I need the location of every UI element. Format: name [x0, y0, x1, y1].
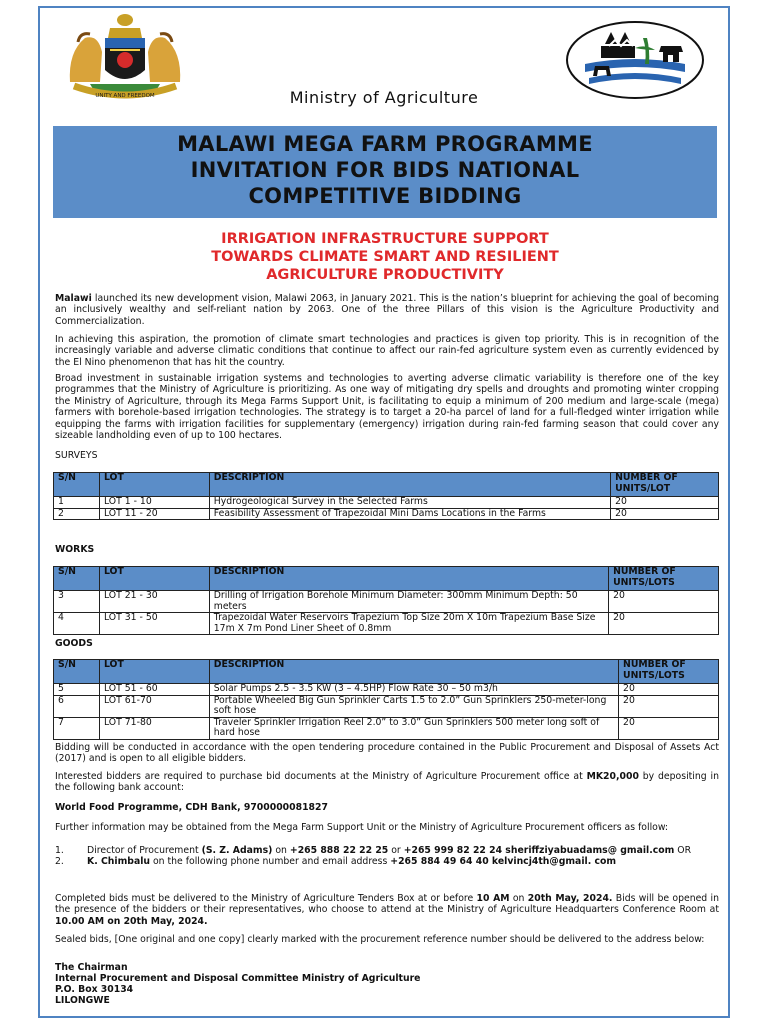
- surveys-label: SURVEYS: [55, 450, 98, 461]
- cell-sn: 5: [54, 684, 100, 696]
- cell-lot: LOT 1 - 10: [99, 497, 209, 509]
- cell-description: Trapezoidal Water Reservoirs Trapezium Top Size 20m X 10m Trapezium Base Size 17m X 7m Pond Liner Sheet of 0.8mm: [209, 613, 608, 635]
- bid-docs-amount: MK20,000: [586, 771, 639, 782]
- deadline-text-a: Completed bids must be delivered to the Ministry of Agriculture Tenders Box at or before: [55, 893, 477, 904]
- table-header-row: [54, 567, 719, 591]
- cell-description: Drilling of Irrigation Borehole Minimum Diameter: 300mm Minimum Depth: 50 meters: [209, 591, 608, 613]
- header-sn: S/N: [54, 567, 100, 591]
- table-row: [54, 684, 719, 696]
- table-row: [54, 717, 719, 739]
- cell-sn: 2: [54, 508, 100, 520]
- cell-units: 20: [619, 695, 719, 717]
- bidding-paragraph: Bidding will be conducted in accordance with the open tendering procedure contained in the Public Procurement and Disposal of Assets Act (2017) and is open to all eligible bidders.: [55, 742, 719, 765]
- list-number: 2.: [55, 856, 64, 868]
- table-header-row: [54, 473, 719, 497]
- header-units: NUMBER OF UNITS/LOTS: [619, 660, 719, 684]
- header-lot: LOT: [99, 473, 209, 497]
- subtitle: [60, 230, 710, 284]
- intro-p1-rest: launched its new development vision, Malawi 2063, in January 2021. This is the nation’s blueprint for achieving the goal of becoming an inclusively wealthy and self-reliant nation by 2063. One of the three Pillars of this vision is the Agriculture Productivity and Commercialization.: [55, 293, 719, 327]
- motto-text: UNITY AND FREEDOM: [95, 93, 155, 99]
- works-label: WORKS: [55, 544, 95, 555]
- deadline-date: 20th May, 2024.: [527, 893, 613, 904]
- cell-lot: LOT 31 - 50: [99, 613, 209, 635]
- officer-1-role: Director of Procurement: [87, 845, 202, 856]
- cell-description: Traveler Sprinkler Irrigation Reel 2.0” to 3.0” Gun Sprinklers 500 meter long soft of hard hose: [209, 717, 618, 739]
- surveys-table: [53, 472, 719, 520]
- subtitle-line-3: AGRICULTURE PRODUCTIVITY: [266, 267, 504, 283]
- cell-description: Hydrogeological Survey in the Selected Farms: [209, 497, 610, 509]
- cell-sn: 1: [54, 497, 100, 509]
- address-line-2: Internal Procurement and Disposal Committee Ministry of Agriculture: [55, 973, 421, 984]
- cell-sn: 3: [54, 591, 100, 613]
- cell-sn: 7: [54, 717, 100, 739]
- officer-1-on: on: [272, 845, 290, 856]
- header-description: DESCRIPTION: [209, 567, 608, 591]
- bid-docs-text-b: by depositing in the following bank account:: [55, 771, 720, 794]
- further-info-paragraph: Further information may be obtained from the Mega Farm Support Unit or the Ministry of Agriculture Procurement officers as follow:: [55, 822, 669, 833]
- bid-documents-paragraph: [55, 771, 719, 794]
- deadline-time: 10 AM: [476, 893, 510, 904]
- cell-lot: LOT 71-80: [99, 717, 209, 739]
- list-item: [55, 845, 719, 856]
- cell-units: 20: [619, 717, 719, 739]
- header-lot: LOT: [99, 660, 209, 684]
- table-row: [54, 613, 719, 635]
- officer-2-text: [87, 856, 616, 867]
- address-line-3: P.O. Box 30134: [55, 984, 134, 995]
- cell-sn: 4: [54, 613, 100, 635]
- banner-line-1: MALAWI MEGA FARM PROGRAMME: [177, 132, 593, 156]
- cell-description: Portable Wheeled Big Gun Sprinkler Carts 1.5 to 2.0” Gun Sprinklers 250-meter-long soft hose: [209, 695, 618, 717]
- cell-description: Feasibility Assessment of Trapezoidal Mini Dams Locations in the Farms: [209, 508, 610, 520]
- header-units: NUMBER OF UNITS/LOT: [611, 473, 719, 497]
- cell-units: 20: [609, 591, 719, 613]
- goods-label: GOODS: [55, 638, 93, 649]
- cell-units: 20: [619, 684, 719, 696]
- officer-1-phone-email: +265 999 82 22 24 sheriffziyabuadams@ gmail.com: [403, 845, 675, 856]
- subtitle-line-2: TOWARDS CLIMATE SMART AND RESILIENT: [211, 249, 559, 265]
- cell-units: 20: [611, 508, 719, 520]
- table-row: [54, 497, 719, 509]
- address-block: [55, 962, 719, 1006]
- cell-lot: LOT 61-70: [99, 695, 209, 717]
- bid-docs-text-a: Interested bidders are required to purchase bid documents at the Ministry of Agriculture Procurement office at: [55, 771, 587, 782]
- list-item: [55, 856, 719, 867]
- table-row: [54, 695, 719, 717]
- deadline-paragraph: [55, 893, 719, 927]
- officers-list: [55, 845, 719, 868]
- header-description: DESCRIPTION: [209, 660, 618, 684]
- banner-line-2: INVITATION FOR BIDS NATIONAL: [190, 158, 580, 182]
- officer-2-name: K. Chimbalu: [87, 856, 151, 868]
- deadline-text-b: Bids will be opened in the presence of the bidders or their representatives, who choose to attend at the Ministry of Agriculture Headquarters Conference Room at: [55, 893, 719, 916]
- cell-description: Solar Pumps 2.5 - 3.5 KW (3 – 4.5HP) Flow Rate 30 – 50 m3/h: [209, 684, 618, 696]
- header-sn: S/N: [54, 660, 100, 684]
- ministry-name: Ministry of Agriculture: [289, 88, 479, 107]
- goods-table: [53, 659, 719, 740]
- table-header-row: [54, 660, 719, 684]
- deadline-on: on: [509, 893, 528, 904]
- cell-lot: LOT 11 - 20: [99, 508, 209, 520]
- intro-paragraph-1: [55, 293, 719, 327]
- officer-1-or-2: OR: [674, 845, 692, 856]
- officer-2-contact: +265 884 49 64 40 kelvincj4th@gmail. com: [390, 856, 617, 868]
- officer-1-name: (S. Z. Adams): [201, 845, 273, 856]
- header-units: NUMBER OF UNITS/LOTS: [609, 567, 719, 591]
- sealed-bids-paragraph: Sealed bids, [One original and one copy] clearly marked with the procurement reference number should be delivered to the address below:: [55, 934, 705, 945]
- title-banner: [53, 126, 717, 218]
- subtitle-line-1: IRRIGATION INFRASTRUCTURE SUPPORT: [221, 231, 549, 247]
- header-sn: S/N: [54, 473, 100, 497]
- intro-lead: Malawi: [55, 293, 92, 304]
- cell-lot: LOT 51 - 60: [99, 684, 209, 696]
- officer-1-or: or: [388, 845, 404, 856]
- opening-time-date: 10.00 AM on 20th May, 2024.: [55, 915, 208, 927]
- table-row: [54, 508, 719, 520]
- officer-2-text-mid: on the following phone number and email address: [150, 856, 391, 868]
- cell-units: 20: [609, 613, 719, 635]
- bank-account: World Food Programme, CDH Bank, 9700000081827: [55, 802, 328, 813]
- cell-units: 20: [611, 497, 719, 509]
- intro-paragraph-3: Broad investment in sustainable irrigation systems and technologies to averting adverse climatic variability is therefore one of the key programmes that the Ministry of Agriculture is prioritizing. As one way of mitigating dry spells and droughts and promoting winter cropping the Ministry of Agriculture, through its Mega Farms Support Unit, is facilitating to equip a minimum of 200 medium and large-scale (mega) farmers with borehole-based irrigation technologies. The strategy is to target a 20-ha parcel of land for a full-fledged winter irrigation while equipping the farms with irrigation facilities for supplementary (emergency) irrigation during rain-fed farming season that could cover any sizeable landholding even of up to 100 hectares.: [55, 373, 719, 442]
- officer-1-phone-1: +265 888 22 22 25: [289, 845, 389, 856]
- cell-lot: LOT 21 - 30: [99, 591, 209, 613]
- header-lot: LOT: [99, 567, 209, 591]
- list-number: 1.: [55, 845, 64, 856]
- intro-paragraph-2: In achieving this aspiration, the promotion of climate smart technologies and practices is given top priority. This is in recognition of the increasingly variable and adverse climatic conditions that continue to affect our rain-fed agriculture system even as currently evidenced by the El Nino phenomenon that has hit the country.: [55, 334, 719, 368]
- officer-1-text: [87, 845, 691, 856]
- works-table: [53, 566, 719, 635]
- address-line-1: The Chairman: [55, 962, 128, 973]
- banner-line-3: COMPETITIVE BIDDING: [248, 184, 522, 208]
- cell-sn: 6: [54, 695, 100, 717]
- header-description: DESCRIPTION: [209, 473, 610, 497]
- address-line-4: LILONGWE: [55, 995, 110, 1006]
- table-row: [54, 591, 719, 613]
